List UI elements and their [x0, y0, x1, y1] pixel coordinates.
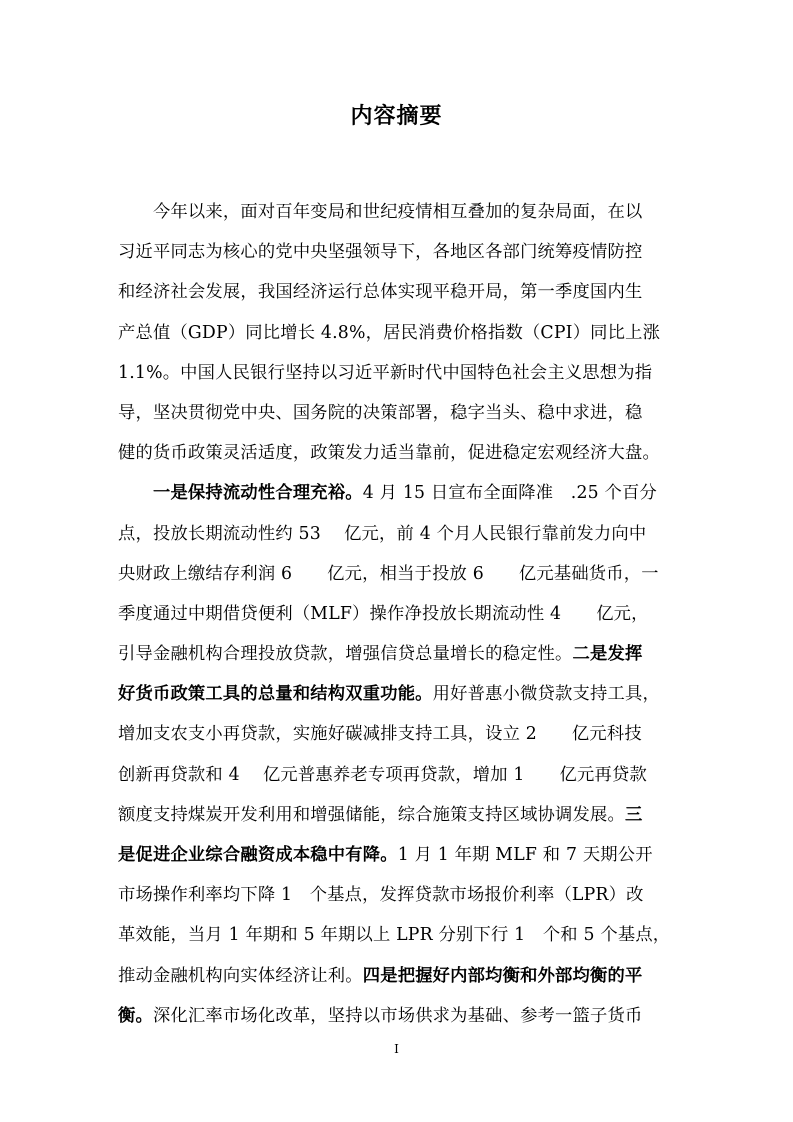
text-line: 季度通过中期借贷便利（MLF）操作净投放长期流动性 4 亿元，: [118, 603, 649, 624]
text-span: 1 月 1 年期 MLF 和 7 天期公开: [397, 845, 653, 865]
text-line: [118, 634, 678, 674]
text-span: 用好普惠小微贷款支持工具，: [432, 684, 660, 705]
bold-heading-two: 二是发挥: [572, 644, 643, 665]
text-line: 革效能，当月 1 年期和 5 年期以上 LPR 分别下行 1 个和 5 个基点，: [118, 925, 671, 946]
text-line: 央财政上缴结存利润 6 亿元，相当于投放 6 亿元基础货币，一: [118, 563, 659, 584]
text-line: [118, 473, 678, 513]
text-line: [118, 835, 678, 875]
text-span: 额度支持煤炭开发利用和增强储能，综合施策支持区域协调发展。: [118, 804, 625, 825]
text-line: 健的货币政策灵活适度，政策发力适当靠前，促进稳定宏观经济大盘。: [118, 443, 660, 464]
text-line: 产总值（GDP）同比增长 4.8%，居民消费价格指数（CPI）同比上涨: [118, 322, 661, 343]
summary-body: [118, 192, 678, 1036]
bold-heading-three-cont: 是促进企业综合融资成本稳中有降。: [118, 845, 398, 865]
text-line: [118, 996, 678, 1036]
bold-heading-four: 四是把握好内部均衡和外部均衡的平: [362, 965, 643, 986]
bold-heading-three: 三: [624, 804, 643, 825]
bold-heading-four-cont: 衡。: [118, 1005, 153, 1026]
text-line: 习近平同志为核心的党中央坚强领导下，各地区各部门统筹疫情防控: [118, 242, 643, 263]
text-line: 创新再贷款和 4 亿元普惠养老专项再贷款，增加 1 亿元再贷款: [118, 764, 647, 785]
text-line: 市场操作利率均下降 1 个基点，发挥贷款市场报价利率（LPR）改: [118, 885, 644, 906]
text-line: [118, 795, 678, 835]
bold-heading-two-cont: 好货币政策工具的总量和结构双重功能。: [118, 684, 433, 705]
text-line: 1.1%。中国人民银行坚持以习近平新时代中国特色社会主义思想为指: [118, 362, 653, 383]
page-title: 内容摘要: [350, 104, 443, 129]
text-line: 今年以来，面对百年变局和世纪疫情相互叠加的复杂局面，在以: [118, 202, 643, 222]
text-line: 点，投放长期流动性约 53 亿元，前 4 个月人民银行靠前发力向中: [118, 523, 647, 544]
text-line: [118, 956, 678, 996]
page-number: I: [394, 1042, 399, 1056]
text-span: 4 月 15 日宣布全面降准 .25 个百分: [362, 483, 657, 504]
text-span: 深化汇率市场化改革，坚持以市场供求为基础、参考一篮子货币: [152, 1005, 643, 1026]
text-span: 引导金融机构合理投放贷款，增强信贷总量增长的稳定性。: [118, 644, 573, 665]
text-line: 增加支农支小再贷款，实施好碳减排支持工具，设立 2 亿元科技: [118, 724, 642, 745]
text-line: [118, 674, 678, 714]
bold-heading-one: 一是保持流动性合理充裕。: [118, 483, 363, 504]
text-line: 和经济社会发展，我国经济运行总体实现平稳开局，第一季度国内生: [118, 282, 643, 303]
text-line: 导，坚决贯彻党中央、国务院的决策部署，稳字当头、稳中求进，稳: [118, 402, 643, 423]
text-span: 推动金融机构向实体经济让利。: [118, 965, 363, 986]
